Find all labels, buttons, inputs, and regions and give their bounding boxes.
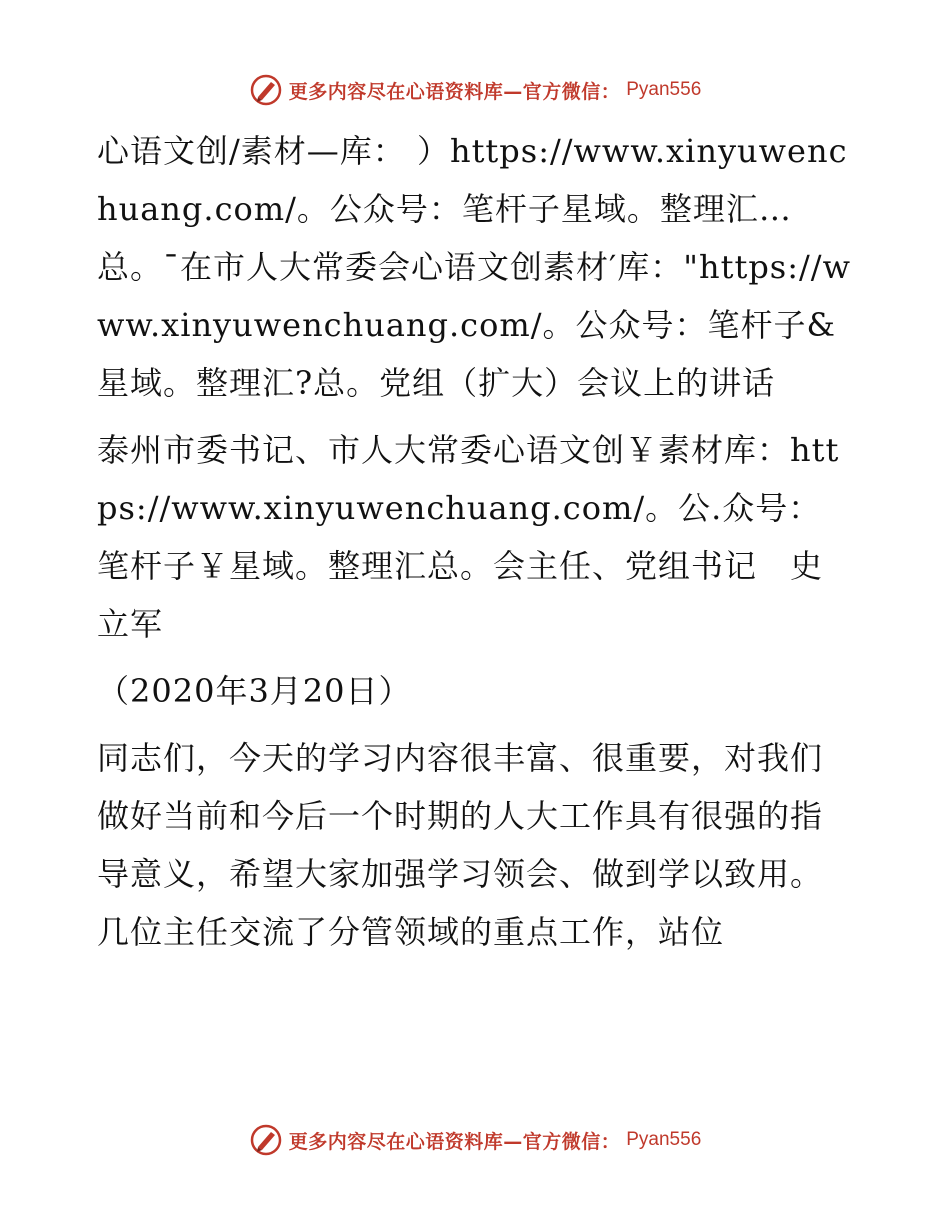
paragraph-date: （2020年3月20日） — [97, 672, 412, 710]
header-banner-text: 更多内容尽在心语资料库—官方微信： — [288, 80, 621, 103]
header-wechat-id: Pyan556 — [626, 79, 702, 100]
header-banner — [0, 70, 950, 110]
paragraph-4: 同志们，今天的学习内容很丰富、很重要，对我们做好当前和今后一个时期的人大工作具有很强的指导意义，希望大家加强学习领会、做到学以致用。几位主任交流了分管领域的重点工作，站位 — [97, 739, 824, 951]
pen-logo-icon — [249, 73, 283, 107]
footer-banner — [0, 1120, 950, 1160]
footer-banner-text: 更多内容尽在心语资料库—官方微信： — [288, 1130, 621, 1153]
paragraph-1: 心语文创/素材—库： ）https://www.xinyuwenchuang.com/。公众号：笔杆子星域。整理汇…总。¯在市人大常委会心语文创素材′库："https://www.xinyuwenchuang.com/。公众号：笔杆子&星域。整理汇?总。党组（扩大）会议上的讲话 — [97, 132, 851, 402]
footer-wechat-id: Pyan556 — [626, 1129, 702, 1150]
pen-logo-icon — [249, 1123, 283, 1157]
document-body — [97, 122, 853, 970]
paragraph-2: 泰州市委书记、市人大常委心语文创￥素材库：https://www.xinyuwenchuang.com/。公.众号：笔杆子￥星域。整理汇总。会主任、党组书记 史立军 — [97, 431, 840, 643]
